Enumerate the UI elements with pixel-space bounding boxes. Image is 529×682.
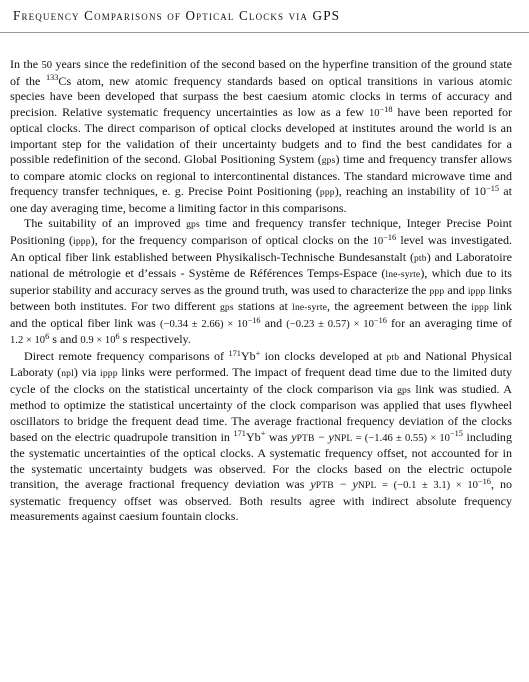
isotope-mass: 133 [45,73,59,83]
text: have been reported for optical clocks. The direct comparison of optical clocks developed at institutes around the world is an important step for the validation of their uncertainty budgets and to find the best candidates for a possible redefinition of the second. Global Positioning System ( [10,104,513,167]
abbreviation: ippp [471,302,489,314]
text: link and the optical fiber link was [10,299,512,330]
charge: + [260,429,266,439]
text: links were performed. The impact of frequent dead time due to the limited duty cycle of the clocks on the statistical uncertainty of the clock comparison via [10,365,512,396]
paragraph-2 [10,216,512,348]
text: s and [49,332,81,347]
abbreviation: gps [397,384,411,396]
element: Yb [245,429,261,444]
math-expression [80,332,119,346]
math-expression [291,430,463,444]
operator: − [314,429,329,444]
exponent: −15 [449,429,463,439]
value: (−0.23 ± 0.57) × 10 [286,318,374,330]
abbreviation: lne-syrte [292,302,328,314]
abbreviation: ippp [100,368,118,380]
exponent: 6 [45,332,50,342]
exponent: −18 [379,104,393,114]
text: including the systematic uncertainties of the optical clocks. A systematic frequency offset, not accounted for in the systematic uncertainty budgets was observed. For the clocks based on the electric octupole transition, the average fractional frequency deviation was [10,429,512,492]
exponent: 6 [115,332,120,342]
body-text [10,57,512,525]
text: , the agreement between the [327,299,472,314]
text: years since the redefinition of the second based on the hyperfine transition of the ground state of the [10,57,512,88]
text: links between both institutes. For two different [10,282,512,314]
value: (−0.34 ± 2.66) × 10 [159,318,248,330]
variable: y [291,429,297,444]
text: ion clocks developed at [260,348,387,363]
exponent: −16 [383,232,397,242]
text: The suitability of an improved [24,216,187,231]
abbreviation: ppp [319,187,335,199]
math-expression [286,316,387,330]
text: In the [10,57,42,71]
exponent: −15 [486,184,500,194]
number: 10 [474,184,487,199]
text: , no systematic frequency offset was observed. Both results agree with indirect absolute frequency measurements against caesium fountain clocks. [10,477,512,524]
ion-symbol [234,430,266,444]
text: ), for the frequency comparison of optical clocks on the [90,233,373,248]
exponent: −16 [373,315,387,325]
element: Yb [240,348,256,363]
value: 0.9 × 10 [80,335,116,347]
text: Direct remote frequency comparisons of [24,348,229,363]
variable: y [352,477,358,492]
subscript: NPL [333,432,353,444]
text: link was studied. A method to optimize the statistical uncertainty of the clock comparison was applied that uses flywheel oscillators to bridge the frequent dead time. The average fractional frequency deviation of the clocks based on the electric quadrupole transition in [10,381,513,444]
abbreviation: ptb [386,351,400,363]
text: ), reaching an instability of [334,184,475,199]
number: 50 [41,60,53,71]
ion-symbol [228,349,260,363]
variable: y [310,477,316,492]
text: and National Physical Laboraty ( [10,348,512,380]
value: 1.2 × 10 [10,335,46,347]
subscript: PTB [296,432,315,444]
number: 10 [372,236,384,248]
math-expression [373,233,397,247]
text: stations at [233,299,293,314]
math-expression [160,316,261,330]
text: ) and Laboratoire national de métrologie et d’essais - Système de Références Temps-Espace ( [10,249,512,281]
abbreviation: npl [61,368,74,380]
text: ), which due to its superior stability and accuracy serves as the ground truth, was used to characterize the [10,266,512,297]
abbreviation: gps [321,155,336,167]
text: ) via [73,365,101,380]
text: at one day averaging time, become a limiting factor in this comparisons. [10,184,512,215]
exponent: −16 [477,477,491,487]
text: s respectively. [119,332,191,347]
text: and [260,315,287,330]
variable: y [328,429,334,444]
abbreviation: ptb [413,252,427,264]
exponent: −16 [247,315,261,325]
text: level was investigated. An optical fiber link established between Physikalisch-Technische Bundesanstalt ( [10,233,512,264]
text: ) time and frequency transfer allows to compare atomic clocks on regional to intercontinental distances. The standard microwave time and frequency transfer techniques, e. g. Precise Point Positioning ( [10,152,512,199]
abbreviation: ippp [73,236,91,248]
math-expression [474,184,499,198]
text: time and frequency transfer technique, Integer Precise Point Positioning ( [10,216,512,248]
abbreviation: lne-syrte [385,269,421,281]
paragraph-1 [10,57,512,216]
subscript: PTB [315,480,334,492]
paragraph-3 [10,349,512,525]
subscript: NPL [357,480,377,492]
math-expression [369,105,393,119]
value: = (−0.1 ± 3.1) × 10 [376,480,478,492]
abbreviation: ppp [429,285,445,297]
running-head: Frequency Comparisons of Optical Clocks via GPS [13,8,341,23]
value: = (−1.46 ± 0.55) × 10 [352,432,450,444]
abbreviation: gps [186,219,200,231]
isotope-mass: 171 [233,429,246,439]
isotope-mass: 171 [228,348,241,358]
text: for an averaging time of [386,315,512,330]
abbreviation: ippp [467,285,486,297]
math-expression [310,477,491,491]
operator: − [333,477,353,492]
number: 10 [368,107,380,119]
math-expression [10,332,49,346]
text: was [265,429,292,444]
header-rule [0,32,529,33]
abbreviation: gps [219,302,234,314]
charge: + [255,348,261,358]
text: and [444,282,468,297]
text: Cs atom, new atomic frequency standards based on optical transitions in various atomic species have been developed that surpass the best caesium atomic clocks in terms of accuracy and precision. Relative systematic frequency uncertainties as low as a few [10,73,512,119]
